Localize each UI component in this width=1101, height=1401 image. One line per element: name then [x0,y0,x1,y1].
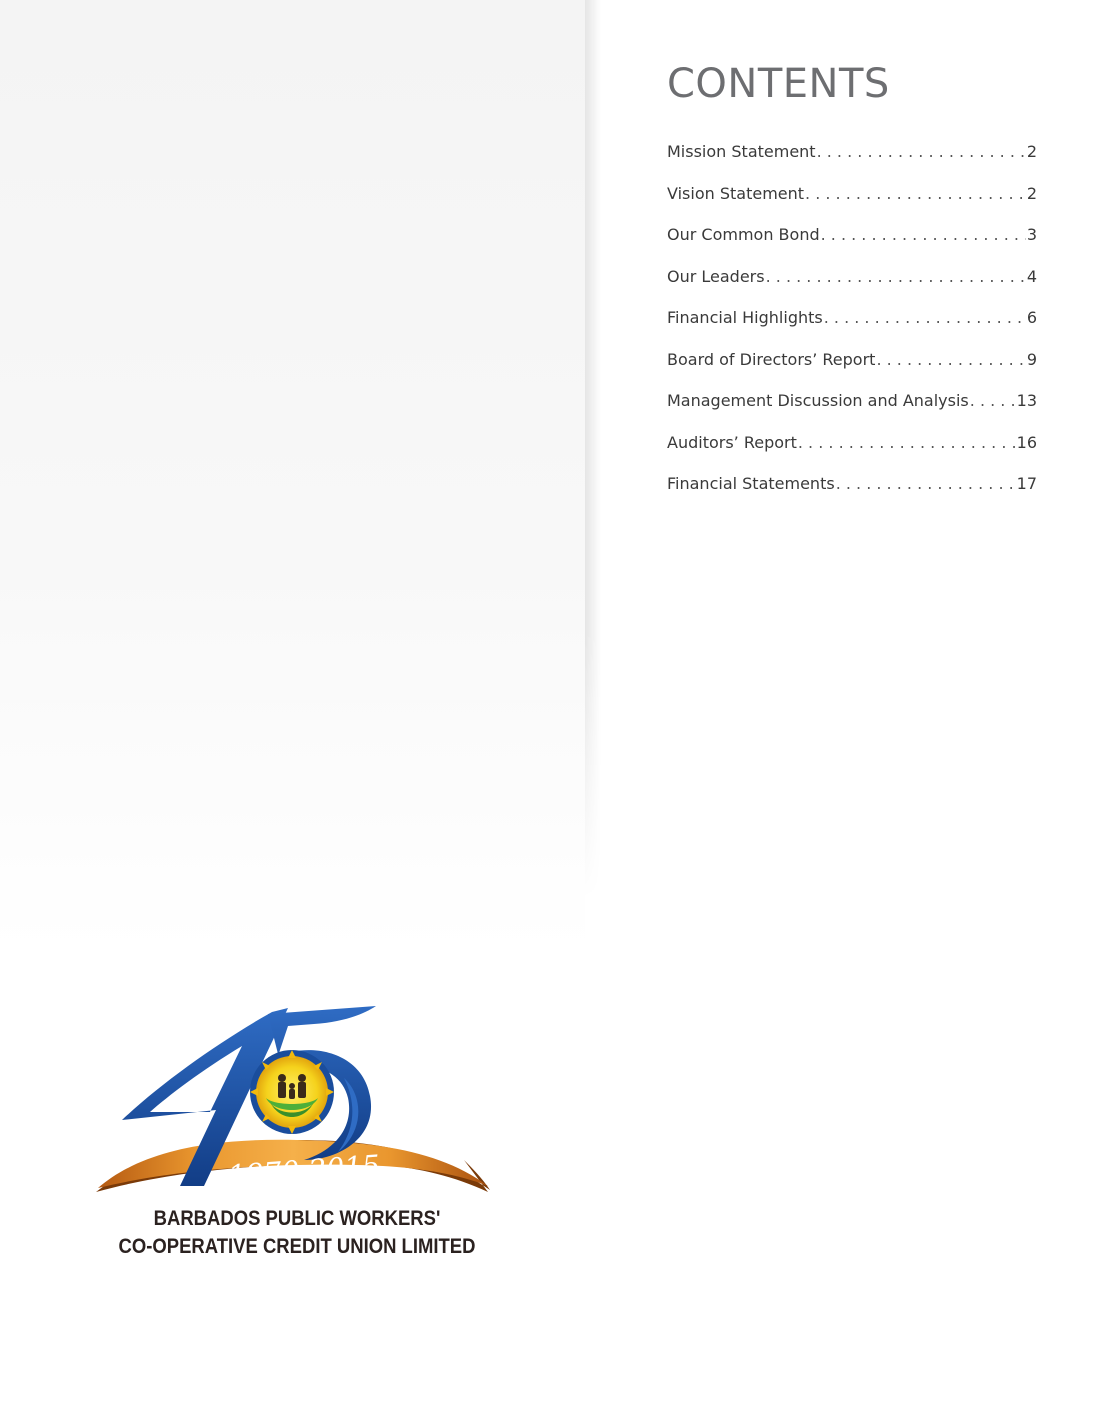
toc-item-page: 6 [1026,308,1037,327]
toc-list [667,142,1037,516]
toc-item-page: 13 [1016,391,1037,410]
toc-item-label: Auditors’ Report [667,432,797,452]
toc-leader [876,350,1025,369]
toc-item-label: Financial Statements [667,474,835,493]
toc-item-label: Our Common Bond [667,225,820,244]
toc-leader [766,267,1026,286]
toc-item-page: 2 [1026,142,1037,161]
toc-item[interactable] [667,308,1037,350]
org-name-line1: BARBADOS PUBLIC WORKERS' [153,1207,441,1230]
organization-name [117,1205,478,1261]
toc-leader [824,308,1026,327]
toc-item-label: Board of Directors’ Report [667,349,876,369]
toc-leader [836,474,1016,493]
toc-item[interactable] [667,142,1037,184]
toc-item-label: Our Leaders [667,266,765,286]
toc-item[interactable] [667,225,1037,267]
org-name-line2: CO-OPERATIVE CREDIT UNION LIMITED [118,1235,476,1258]
panel-shadow [585,0,601,900]
toc-item[interactable] [667,184,1037,226]
toc-item[interactable] [667,391,1037,433]
contents-section [667,58,1037,516]
contents-title: CONTENTS [667,61,890,107]
toc-item-page: 2 [1026,183,1037,203]
toc-item[interactable] [667,267,1037,309]
anniversary-years: 1970-2015 [227,1148,381,1193]
toc-item-label: Vision Statement [667,183,805,203]
toc-item[interactable] [667,350,1037,392]
sun-emblem [250,1050,334,1134]
toc-item-label: Mission Statement [667,142,816,161]
toc-leader [805,184,1026,203]
toc-item-page: 17 [1016,474,1037,493]
toc-item-label: Management Discussion and Analysis [667,391,969,410]
anniversary-logo [92,1000,502,1200]
toc-leader [970,391,1016,410]
toc-leader [821,225,1026,244]
toc-item-page: 4 [1026,266,1037,286]
toc-item-page: 16 [1016,432,1037,452]
toc-item[interactable] [667,474,1037,516]
toc-item-page: 3 [1026,225,1037,244]
toc-leader [817,142,1026,161]
toc-item[interactable] [667,433,1037,475]
toc-leader [798,433,1016,452]
toc-item-label: Financial Highlights [667,308,823,327]
toc-item-page: 9 [1026,349,1037,369]
